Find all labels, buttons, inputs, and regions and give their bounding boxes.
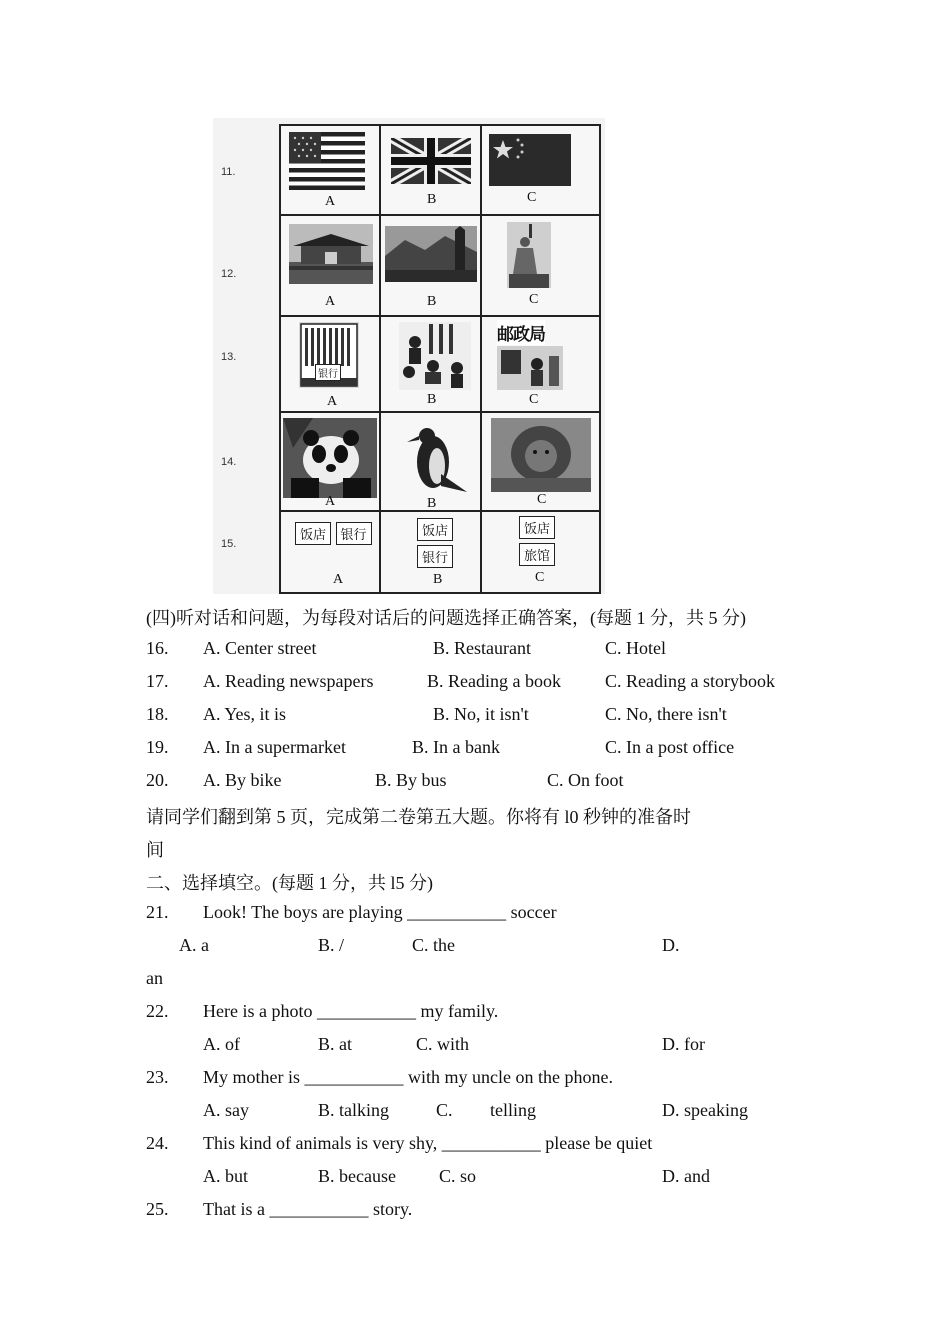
signs-15-b <box>417 518 467 568</box>
question-number: 23. <box>146 1067 169 1087</box>
panda-picture <box>283 418 383 503</box>
option-b: B. In a bank <box>412 737 500 757</box>
label-14-c: C <box>537 492 547 507</box>
question-number: 20. <box>146 770 169 790</box>
option-b: B. By bus <box>375 770 447 790</box>
label-13-c: C <box>529 392 539 407</box>
question-stem: Here is a photo ___________ my family. <box>203 1001 499 1021</box>
instruction-text-wrap: 间 <box>146 840 164 860</box>
question-number: 19. <box>146 737 169 757</box>
question-stem: My mother is ___________ with my uncle on the phone. <box>203 1067 613 1087</box>
label-12-a: A <box>325 294 336 309</box>
label-15-b: B <box>433 572 443 587</box>
section-4-heading: (四)听对话和问题，为每段对话后的问题选择正确答案，(每题 1 分，共 5 分) <box>146 608 746 628</box>
question-number: 17. <box>146 671 169 691</box>
option-a: A. of <box>203 1034 240 1054</box>
row-number-11: 11. <box>221 166 236 178</box>
bank-building-picture <box>299 322 399 393</box>
question-stem: Look! The boys are playing ___________ soccer <box>203 902 557 922</box>
question-number: 18. <box>146 704 169 724</box>
option-c-text: telling <box>490 1100 536 1120</box>
question-stem: That is a ___________ story. <box>203 1199 413 1219</box>
label-12-c: C <box>529 292 539 307</box>
section-2-heading: 二、选择填空。(每题 1 分，共 l5 分) <box>146 873 433 893</box>
option-a: A. Reading newspapers <box>203 671 374 691</box>
sign-15-a-1: 饭店 <box>295 522 331 545</box>
statue-of-liberty-picture <box>507 222 607 293</box>
restaurant-people-picture <box>399 322 499 395</box>
label-12-b: B <box>427 294 437 309</box>
option-b: B. Restaurant <box>433 638 531 658</box>
option-c: C. so <box>439 1166 477 1186</box>
post-office-sign: 邮政局 <box>497 320 545 345</box>
option-c: C. Hotel <box>605 638 666 658</box>
option-c: C. No, there isn't <box>605 704 727 724</box>
option-d: D. and <box>662 1166 710 1186</box>
question-stem: This kind of animals is very shy, ___________ please be quiet <box>203 1133 653 1153</box>
option-a: A. a <box>179 935 209 955</box>
option-b: B. Reading a book <box>427 671 561 691</box>
option-b: B. talking <box>318 1100 389 1120</box>
option-c: C. with <box>416 1034 470 1054</box>
label-14-a: A <box>325 494 336 509</box>
label-15-a: A <box>333 572 344 587</box>
option-d: D. <box>662 935 680 955</box>
label-11-a: A <box>325 194 336 209</box>
row-number-13: 13. <box>221 351 237 363</box>
option-a: A. Yes, it is <box>203 704 287 724</box>
tiananmen-picture <box>289 224 389 289</box>
bank-sign: 银行 <box>315 364 341 381</box>
question-number: 24. <box>146 1133 169 1153</box>
label-11-b: B <box>427 192 437 207</box>
label-11-c: C <box>527 190 537 205</box>
sign-15-c-1: 饭店 <box>519 516 555 539</box>
us-flag-picture <box>289 132 389 195</box>
option-d: D. for <box>662 1034 705 1054</box>
option-b: B. at <box>318 1034 352 1054</box>
label-14-b: B <box>427 496 437 511</box>
big-ben-landscape-picture <box>385 226 485 287</box>
uk-flag-picture <box>391 138 491 189</box>
signs-15-a <box>295 522 379 545</box>
question-number: 21. <box>146 902 169 922</box>
row-number-15: 15. <box>221 538 237 550</box>
label-13-b: B <box>427 392 437 407</box>
signs-15-c <box>519 516 569 566</box>
sign-15-b-2: 银行 <box>417 545 453 568</box>
question-number: 16. <box>146 638 169 658</box>
option-d: D. speaking <box>662 1100 748 1120</box>
instruction-text: 请同学们翻到第 5 页，完成第二卷第五大题。你将有 l0 秒钟的准备时 <box>146 807 691 827</box>
question-number: 25. <box>146 1199 169 1219</box>
sign-15-b-1: 饭店 <box>417 518 453 541</box>
option-c: C. <box>436 1100 453 1120</box>
option-b: B. because <box>318 1166 396 1186</box>
option-a: A. By bike <box>203 770 282 790</box>
option-b: B. / <box>318 935 345 955</box>
penguin-picture <box>393 422 493 501</box>
option-c: C. On foot <box>547 770 624 790</box>
label-15-c: C <box>535 570 545 585</box>
option-c: C. the <box>412 935 455 955</box>
label-13-a: A <box>327 394 338 409</box>
option-a: A. In a supermarket <box>203 737 346 757</box>
option-a: A. say <box>203 1100 249 1120</box>
picture-table <box>279 124 601 594</box>
lion-picture <box>491 418 591 497</box>
option-a: A. Center street <box>203 638 317 658</box>
china-flag-picture <box>489 134 589 191</box>
option-b: B. No, it isn't <box>433 704 529 724</box>
listening-picture-grid <box>213 118 605 594</box>
row-number-14: 14. <box>221 456 237 468</box>
option-a: A. but <box>203 1166 248 1186</box>
sign-15-c-2: 旅馆 <box>519 543 555 566</box>
sign-15-a-2: 银行 <box>336 522 372 545</box>
row-number-12: 12. <box>221 268 237 280</box>
question-number: 22. <box>146 1001 169 1021</box>
option-c: C. In a post office <box>605 737 735 757</box>
option-d-wrap: an <box>146 968 163 988</box>
option-c: C. Reading a storybook <box>605 671 775 691</box>
